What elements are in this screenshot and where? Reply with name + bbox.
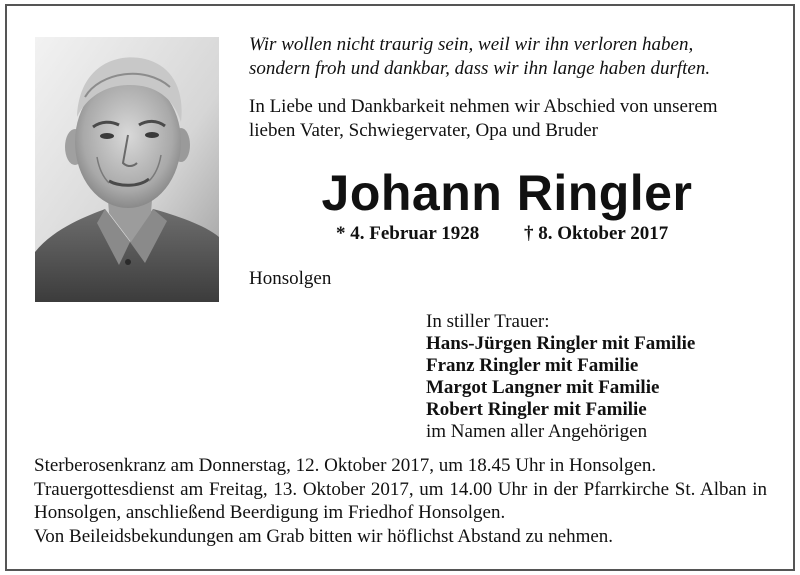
condolence-note: Von Beileidsbekundungen am Grab bitten wir höflichst Abstand zu nehmen. — [34, 525, 614, 547]
farewell-text — [249, 95, 789, 143]
birth-date: * 4. Februar 1928 — [336, 223, 480, 244]
farewell-line-2: lieben Vater, Schwiegervater, Opa und Bruder — [249, 120, 598, 141]
quote-line-1: Wir wollen nicht traurig sein, weil wir ihn verloren haben, — [249, 34, 694, 55]
mourners-block — [426, 311, 695, 443]
mourners-intro: In stiller Trauer: — [426, 311, 550, 332]
mourners-closing: im Namen aller Angehörigen — [426, 421, 648, 442]
quote-line-2: sondern froh und dankbar, dass wir ihn lange haben durften. — [249, 58, 711, 79]
mourner-family: Hans-Jürgen Ringler mit Familie — [426, 333, 696, 354]
death-date: † 8. Oktober 2017 — [524, 223, 669, 244]
memorial-quote — [249, 33, 789, 81]
service-info: Trauergottesdienst am Freitag, 13. Oktober 2017, um 14.00 Uhr in der Pfarrkirche St. Alban in Honsolgen, anschließend Beerdigung im Friedhof Honsolgen. — [34, 478, 767, 523]
farewell-line-1: In Liebe und Dankbarkeit nehmen wir Abschied von unserem — [249, 96, 718, 117]
deceased-name: Johann Ringler — [321, 165, 693, 221]
rosary-info: Sterberosenkranz am Donnerstag, 12. Oktober 2017, um 18.45 Uhr in Honsolgen. — [34, 455, 657, 476]
funeral-details — [34, 454, 767, 548]
hometown: Honsolgen — [249, 268, 332, 289]
mourner-family: Margot Langner mit Familie — [426, 377, 660, 398]
mourner-family: Robert Ringler mit Familie — [426, 399, 647, 420]
portrait-photo — [35, 37, 219, 302]
mourner-family: Franz Ringler mit Familie — [426, 355, 639, 376]
